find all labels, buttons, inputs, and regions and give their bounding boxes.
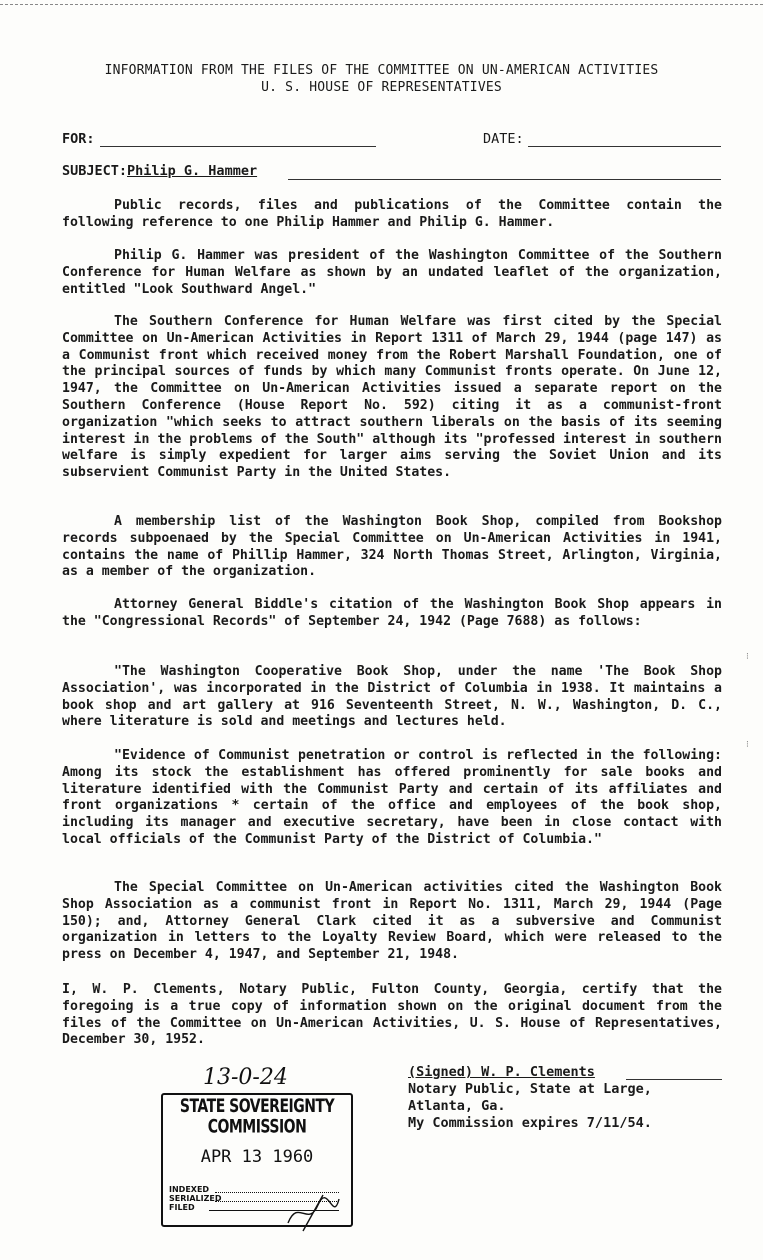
header-line-1: INFORMATION FROM THE FILES OF THE COMMITTEE ON UN-AMERICAN ACTIVITIES [104, 63, 659, 78]
paragraph-8: The Special Committee on Un-American activities cited the Washington Book Shop Association as a communist front in Report No. 1311, March 29, 1944 (Page 150); and, Attorney General Clark cited it as a subversive and Communist organization in letters to the Loyalty Review Board, which were released to the press on December 4, 1947, and September 21, 1948. [62, 880, 722, 963]
stamp-date: APR 13 1960 [200, 1147, 314, 1167]
paragraph-9-certification: I, W. P. Clements, Notary Public, Fulton County, Georgia, certify that the foregoing is a true copy of information shown on the original document from the files of the Committee on Un-American Activities, U. S. House of Representatives, December 30, 1952. [62, 982, 722, 1048]
page-top-edge [0, 4, 763, 5]
paragraph-2: Philip G. Hammer was president of the Washington Committee of the Southern Conference for Human Welfare as shown by an undated leaflet of the organization, entitled "Look Southward Angel." [62, 248, 722, 297]
paragraph-7: "Evidence of Communist penetration or control is reflected in the following: Among its stock the establishment has offered prominently for sale books and literature identified with the Communist Party and certain of its affiliates and front organizations * certain of the office and employees of the book shop, including its manager and executive secretary, have been in close contact with local officials of the Communist Party of the District of Columbia." [62, 748, 722, 847]
margin-mark-1: ⁝ [746, 652, 749, 662]
signature-signed: (Signed) W. P. Clements [408, 1064, 595, 1080]
header-line-2: U. S. HOUSE OF REPRESENTATIVES [261, 80, 502, 95]
stamp-initials-scrawl [283, 1193, 343, 1233]
for-label: FOR: [62, 131, 95, 147]
paragraph-5: Attorney General Biddle's citation of the Washington Book Shop appears in the "Congressional Records" of September 24, 1942 (Page 7688) as follows: [62, 597, 722, 629]
paragraph-3: The Southern Conference for Human Welfare was first cited by the Special Committee on Un-American Activities in Report 1311 of March 29, 1944 (page 147) as a Communist front which received money from the Robert Marshall Foundation, one of the principal sources of funds by which many Communist fronts operate. On June 12, 1947, the Committee on Un-American Activities issued a separate report on the Southern Conference (House Report No. 592) citing it as a communist-front organization "which seeks to attract southern liberals on the basis of its seeming interest in the problems of the South" although its "professed interest in southern welfare is simply expedient for larger aims serving the Soviet Union and its subservient Communist Party in the United States. [62, 314, 722, 481]
stamp-label-indexed: INDEXED [169, 1185, 210, 1194]
paragraph-1: Public records, files and publications of the Committee contain the following reference to one Philip Hammer and Philip G. Hammer. [62, 198, 722, 230]
signature-line-2: Notary Public, State at Large, [408, 1081, 652, 1097]
handwritten-file-number: 13-0-24 [203, 1065, 288, 1090]
margin-mark-2: ⁝ [746, 740, 749, 750]
stamp-box [161, 1093, 353, 1227]
sovereignty-commission-stamp [159, 1065, 355, 1233]
signature-line-4: My Commission expires 7/11/54. [408, 1115, 652, 1131]
signature-line-3: Atlanta, Ga. [408, 1098, 506, 1114]
subject-line [62, 163, 257, 179]
subject-value: Philip G. Hammer [127, 163, 258, 179]
for-underline [100, 146, 376, 147]
paragraph-4: A membership list of the Washington Book Shop, compiled from Bookshop records subpoenaed by the Special Committee on Un-American Activities in 1941, contains the name of Phillip Hammer, 324 North Thomas Street, Arlington, Virginia, as a member of the organization. [62, 514, 722, 580]
subject-label: SUBJECT: [62, 163, 128, 179]
signature-block [408, 1064, 652, 1132]
stamp-label-filed: FILED [169, 1203, 195, 1212]
date-underline [528, 146, 721, 147]
stamp-title: STATE SOVEREIGNTY COMMISSION [179, 1096, 335, 1138]
signature-underline [626, 1079, 722, 1080]
stamp-label-serialized: SERIALIZED [169, 1194, 222, 1203]
subject-underline [288, 179, 721, 180]
date-label: DATE: [483, 131, 524, 147]
paragraph-6: "The Washington Cooperative Book Shop, under the name 'The Book Shop Association', was incorporated in the District of Columbia in 1938. It maintains a book shop and art gallery at 916 Seventeenth Street, N. W., Washington, D. C., where literature is sold and meetings and lectures held. [62, 664, 722, 730]
